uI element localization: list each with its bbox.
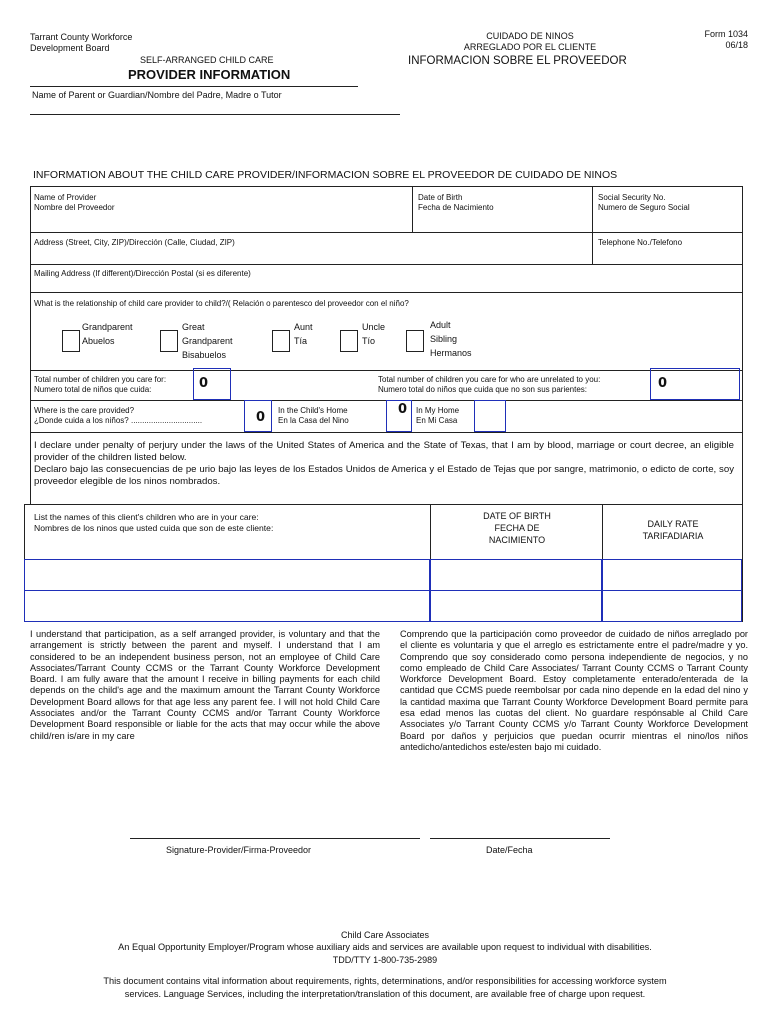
dob-en: Date of Birth [418,193,463,202]
row-line [30,292,742,293]
grandparent-es: Abuelos [82,336,115,346]
total-en: Total number of children you care for: [34,375,167,384]
total-children-value: 0 [199,376,209,391]
dob-es: Fecha de Nacimiento [418,203,494,212]
agency-name [30,32,132,54]
where-dots: ................................ [130,416,203,425]
date-line[interactable] [430,838,610,839]
child-2-dob-field[interactable] [430,590,602,622]
table-top-stub [24,504,30,505]
great-1: Great [182,322,205,332]
my-home-box[interactable] [474,400,506,432]
form-left-border [30,186,31,504]
form-date: 06/18 [725,40,748,50]
adult-sibling-checkbox[interactable] [406,330,424,352]
footer-notice-2: services. Language Services, including the interpretation/translation of this document, are available free of charge upon request. [124,989,646,999]
parent-name-label: Name of Parent or Guardian/Nombre del Padre, Madre o Tutor [32,90,282,100]
care-location-question [34,406,202,426]
where-es: ¿Donde cuida a los niños? [34,416,129,425]
rate-column-header [604,518,742,542]
table-right-border [742,504,743,622]
row-line [30,504,742,505]
date-label: Date/Fecha [486,845,533,855]
dob-column-header [432,510,602,546]
opt2-es: En Mi Casa [416,416,458,425]
es-line-1: CUIDADO DE NINOS [486,31,574,41]
uncle-checkbox[interactable] [340,330,358,352]
row-line [30,432,742,433]
table-divider [430,504,431,560]
title-underline [30,86,358,87]
address-label: Address (Street, City, ZIP)/Dirección (Calle, Ciudad, ZIP) [34,238,235,247]
row-line [30,264,742,265]
grandparent-label [82,322,133,347]
childs-home-label [278,406,349,426]
opt1-es: En la Casa del Nino [278,416,349,425]
agency-line-2: Development Board [30,43,110,53]
es-line-2: ARREGLADO POR EL CLIENTE [463,42,597,52]
row-line [30,370,742,371]
divider [592,186,593,232]
great-grandparent-label [182,322,233,361]
telephone-label: Telephone No./Telefono [598,238,683,247]
opt1-en: In the Child's Home [278,406,348,415]
aunt-checkbox[interactable] [272,330,290,352]
dob-h1: DATE OF BIRTH [483,511,551,521]
mailing-address-label: Mailing Address (If different)/Dirección Postal (si es diferente) [34,269,251,278]
child-1-name-field[interactable] [24,559,430,591]
form-top-border [30,186,742,187]
form-number [696,29,748,51]
signature-label: Signature-Provider/Firma-Proveedor [166,845,312,855]
understanding-es: Comprendo que la participación como proveedor de cuidado de niños arreglado por el cliente es voluntaria y que el arreglo es estrictamente entre el padre/madre y yo. Comprendo que soy considerado como persona independiente de negocios, y no como empleado de Child Care Associates/ Tarrant County CCMS o Tarrant County Workforce Development Board. Estoy completamente enterado/enterada de la cantidad que CCMS puede reembolsar por cada nino depende en la edad del nino y la cantidad maxima que Tarrant County Workforce Development Board permite para esa edad menos las cuotas del client. No guardare respónsable al Child Care Associates y/o Tarrant County CCMS y/o Tarrant County Workforce Development Board por daños y perjuicios que puedan ocurrir mientras el nino/los niños antedicho/antedichos este/esten bajo mi cuidado. [400,629,748,752]
footer-notice-1: This document contains vital information about requirements, rights, determinations, and/or responsibilities for accessing workforce system [103,976,667,986]
child-2-name-field[interactable] [24,590,430,622]
dob-label [418,193,494,213]
rate-h2: TARIFADIARIA [642,531,704,541]
unrelated-children-value: 0 [658,376,668,391]
total-es: Numero total de niños que cuida: [34,385,152,394]
footer-tdd: TDD/TTY 1-800-735-2989 [332,955,438,965]
understanding-en: I understand that participation, as a self arranged provider, is voluntary and that the arrangement is strictly between the parent and myself. I understand that I am considered to be an independent business person, not an employee of Child Care Associates/Tarrant County CCMS or the Tarrant County Workforce Development Board. I am fully aware that the amount I receive in billing payments for each child depends on the child's age and the maximum amount the Tarrant County Workforce Development Board allows for that age less any parent fee. I will not hold Child Care Associates and/or the Tarrant County CCMS and/or Tarrant County Workforce Development Board responsible or liable for the acts that may occur while the above child/ren is/are in my care [30,629,380,741]
adult-3: Hermanos [430,348,472,358]
great-grandparent-checkbox[interactable] [160,330,178,352]
footer-org: Child Care Associates [340,930,430,940]
child-1-rate-field[interactable] [602,559,742,591]
children-list-label [34,512,273,534]
form-title: PROVIDER INFORMATION [128,67,291,82]
uncle-en: Uncle [362,322,386,332]
dob-h3: NACIMIENTO [488,535,546,545]
great-2: Grandparent [182,336,233,346]
ssn-en: Social Security No. [598,193,666,202]
aunt-label [294,322,313,347]
signature-line[interactable] [130,838,420,839]
grandparent-en: Grandparent [82,322,133,332]
ssn-label [598,193,690,213]
parent-name-line [30,114,400,115]
adult-sibling-label [430,320,472,359]
declaration-en: I declare under penalty of perjury under the laws of the United States of America and the State of Texas, that I am by blood, marriage or court decree, an eligible provider of the children listed below. [34,440,734,463]
aunt-es: Tía [294,336,308,346]
dob-h2: FECHA DE [494,523,540,533]
agency-line-1: Tarrant County Workforce [30,32,133,42]
section-title: INFORMATION ABOUT THE CHILD CARE PROVIDER/INFORMACION SOBRE EL PROVEEDOR DE CUIDADO DE NINOS [33,169,618,181]
great-3: Bisabuelos [182,350,227,360]
form-no: Form 1034 [704,29,748,39]
table-divider [602,504,603,560]
child-2-rate-field[interactable] [602,590,742,622]
list-es: Nombres de los ninos que usted cuida que son de este cliente: [34,523,274,533]
divider [592,232,593,264]
row-line [30,232,742,233]
uncle-es: Tío [362,336,376,346]
unrelated-children-label [378,375,600,395]
divider [412,186,413,232]
unrelated-es: Numero total do niños que cuida que no son sus parientes: [378,385,588,394]
adult-2: Sibling [430,334,458,344]
my-home-value: 0 [398,402,408,417]
footer-eeo: An Equal Opportunity Employer/Program whose auxiliary aids and services are available upon request to individual with disabilities. [118,942,652,952]
unrelated-en: Total number of children you care for who are unrelated to you: [378,375,601,384]
my-home-label [416,406,459,426]
provider-name-label [34,193,114,213]
opt2-en: In My Home [416,406,460,415]
declaration-es: Declaro bajo las consecuencias de pe urio bajo las leyes de los Estados Unidos de America y el Estado de Tejas que por sangre, matrimonio, o edicto de corte, soy proveedor elegible de los ninos nombrados. [34,464,734,487]
list-en: List the names of this client's children who are in your care: [34,512,259,522]
spanish-header [440,31,620,53]
aunt-en: Aunt [294,322,313,332]
childs-home-value: 0 [256,410,266,425]
uncle-label [362,322,385,347]
form-subtitle: SELF-ARRANGED CHILD CARE [140,55,274,65]
adult-1: Adult [430,320,451,330]
form-right-border [742,186,743,504]
total-children-label [34,375,166,395]
es-title: INFORMACION SOBRE EL PROVEEDOR [408,55,627,67]
ssn-es: Numero de Seguro Social [598,203,690,212]
provider-name-es: Nombre del Proveedor [34,203,115,212]
where-en: Where is the care provided? [34,406,135,415]
where-es-line [34,416,202,426]
child-1-dob-field[interactable] [430,559,602,591]
grandparent-checkbox[interactable] [62,330,80,352]
rate-h1: DAILY RATE [647,519,699,529]
relationship-question: What is the relationship of child care provider to child?/( Relación o parentesco del proveedor con el niño? [34,299,409,308]
provider-name-en: Name of Provider [34,193,97,202]
